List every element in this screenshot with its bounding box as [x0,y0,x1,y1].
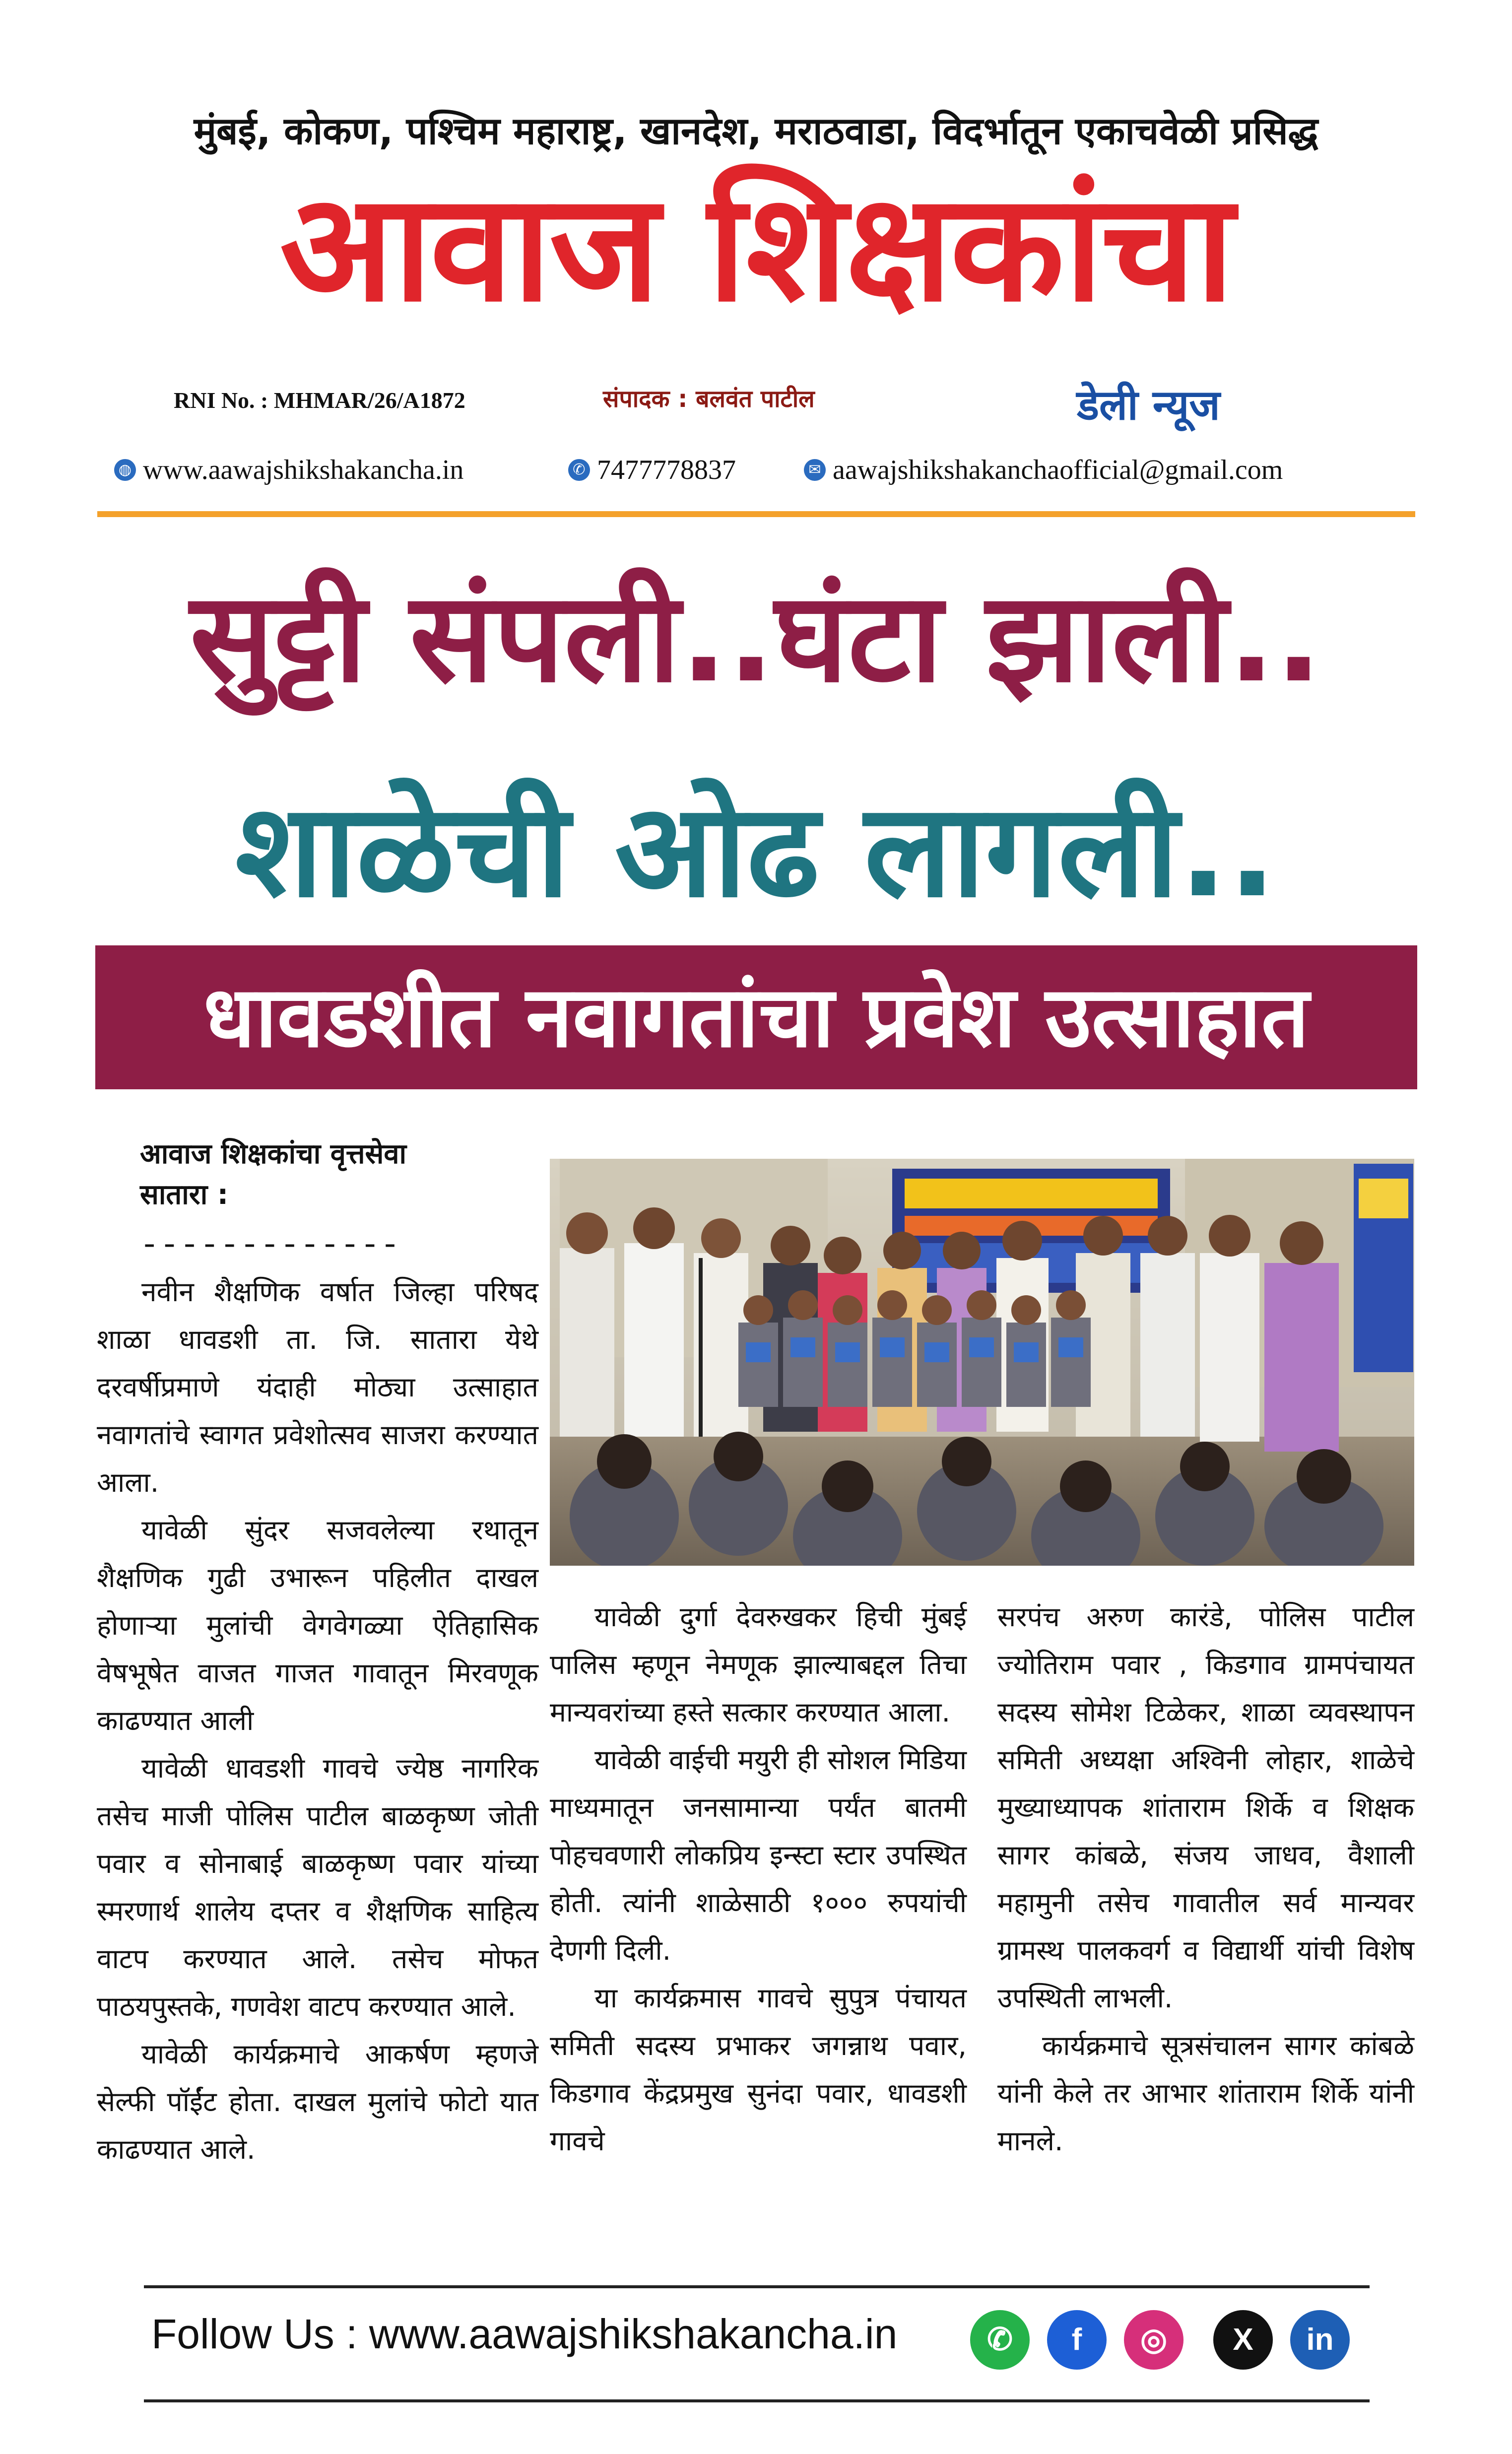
byline-separator: ------------- [140,1228,401,1264]
linkedin-icon[interactable]: in [1290,2310,1350,2370]
paragraph: यावेळी दुर्गा देवरुखकर हिची मुंबई पालिस म्हणून नेमणूक झाल्याबद्दल तिचा मान्यवरांच्या हस्ते सत्कार करण्यात आला. [550,1601,967,1728]
phone-icon: ✆ [568,459,590,481]
article-column-2 [550,1593,967,2165]
editor-name: संपादक : बलवंत पाटील [603,385,815,413]
tagline: मुंबई, कोकण, पश्चिम महाराष्ट्र, खानदेश, मराठवाडा, विदर्भातून एकाचवेळी प्रसिद्ध [194,109,1318,153]
headline-banner [95,945,1417,1089]
paragraph: यावेळी धावडशी गावचे ज्येष्ठ नागरिक तसेच माजी पोलिस पाटील बाळकृष्ण जोती पवार व सोनाबाई बाळकृष्ण पवार यांच्या स्मरणार्थ शालेय दप्तर व शैक्षणिक साहित्य वाटप करण्यात आले. तसेच मोफत पाठयपुस्तके, गणवेश वाटप करण्यात आले. [97,1752,538,2022]
byline-place: सातारा : [140,1179,229,1211]
paragraph: यावेळी सुंदर सजवलेल्या रथातून शैक्षणिक गुढी उभारून पहिलीत दाखल होणाऱ्या मुलांची वेगवेगळ्या ऐतिहासिक वेषभूषेत वाजत गाजत गावातून मिरवणूक काढण्यात आली [97,1514,538,1736]
follow-us-link[interactable]: Follow Us : www.aawajshikshakancha.in [151,2311,898,2357]
paragraph: या कार्यक्रमास गावचे सुपुत्र पंचायत समिती सदस्य प्रभाकर जगन्नाथ पवार, किडगाव केंद्रप्रमुख सुनंदा पवार, धावडशी गावचे [550,1982,967,2157]
article-column-3 [997,1593,1414,2165]
facebook-icon[interactable]: f [1047,2310,1107,2370]
footer-bottom-rule [144,2399,1370,2402]
instagram-icon[interactable]: ◎ [1124,2310,1183,2370]
header-divider [97,511,1415,517]
footer-top-rule [144,2285,1370,2288]
byline [140,1134,406,1215]
paragraph: सरपंच अरुण कारंडे, पोलिस पाटील ज्योतिराम पवार , किडगाव ग्रामपंचायत सदस्य सोमेश टिळेकर, शाळा व्यवस्थापन समिती अध्यक्षा अश्विनी लोहार, शाळेचे मुख्याध्यापक शांताराम शिर्के व शिक्षक सागर कांबळे, संजय जाधव, वैशाली महामुनी तसेच गावातील सर्व मान्यवर ग्रामस्थ पालकवर्ग व विद्यार्थी यांची विशेष उपस्थिती लाभली. [997,1601,1414,2014]
email-address[interactable]: aawajshikshakanchaofficial@gmail.com [833,455,1283,485]
masthead-title: आवाज शिक्षकांचा [279,161,1233,334]
event-photo [550,1159,1414,1566]
email-icon: ✉ [804,459,826,481]
paragraph: कार्यक्रमाचे सूत्रसंचालन सागर कांबळे यांनी केले तर आभार शांताराम शिर्के यांनी मानले. [997,2030,1414,2157]
paragraph: यावेळी कार्यक्रमाचे आकर्षण म्हणजे सेल्फी पॉईंट होता. दाखल मुलांचे फोटो यात काढण्यात आले. [97,2038,538,2165]
article-column-1 [97,1268,538,2173]
headline-line-2: शाळेची ओढ लागली.. [235,776,1277,926]
phone-contact[interactable] [568,454,736,486]
paragraph: नवीन शैक्षणिक वर्षात जिल्हा परिषद शाळा धावडशी ता. जि. सातारा येथे दरवर्षीप्रमाणे यंदाही मोठ्या उत्साहात नवागतांचे स्वागत प्रवेशोत्सव साजरा करण्यात आला. [97,1276,538,1498]
banner-text: धावडशीत नवागतांचा प्रवेश उत्साहात [203,968,1310,1066]
edition-label: डेली न्यूज [1077,381,1220,429]
phone-number[interactable]: 7477778837 [597,455,736,485]
email-contact[interactable] [804,454,1283,486]
whatsapp-icon[interactable]: ✆ [970,2310,1030,2370]
paragraph: यावेळी वाईची मयुरी ही सोशल मिडिया माध्यमातून जनसामान्या पर्यंत बातमी पोहचवणारी लोकप्रिय इन्स्टा स्टार उपस्थित होती. त्यांनी शाळेसाठी १००० रुपयांची देणगी दिली. [550,1744,967,1966]
headline-line-1: सुट्टी संपली..घंटा झाली.. [190,565,1322,710]
globe-icon: ◍ [114,459,136,481]
byline-agency: आवाज शिक्षकांचा वृत्तसेवा [140,1138,407,1170]
x-icon[interactable]: X [1213,2310,1273,2370]
website-contact[interactable] [114,454,463,486]
rni-number: RNI No. : MHMAR/26/A1872 [174,388,465,413]
website-link[interactable]: www.aawajshikshakancha.in [143,455,464,485]
